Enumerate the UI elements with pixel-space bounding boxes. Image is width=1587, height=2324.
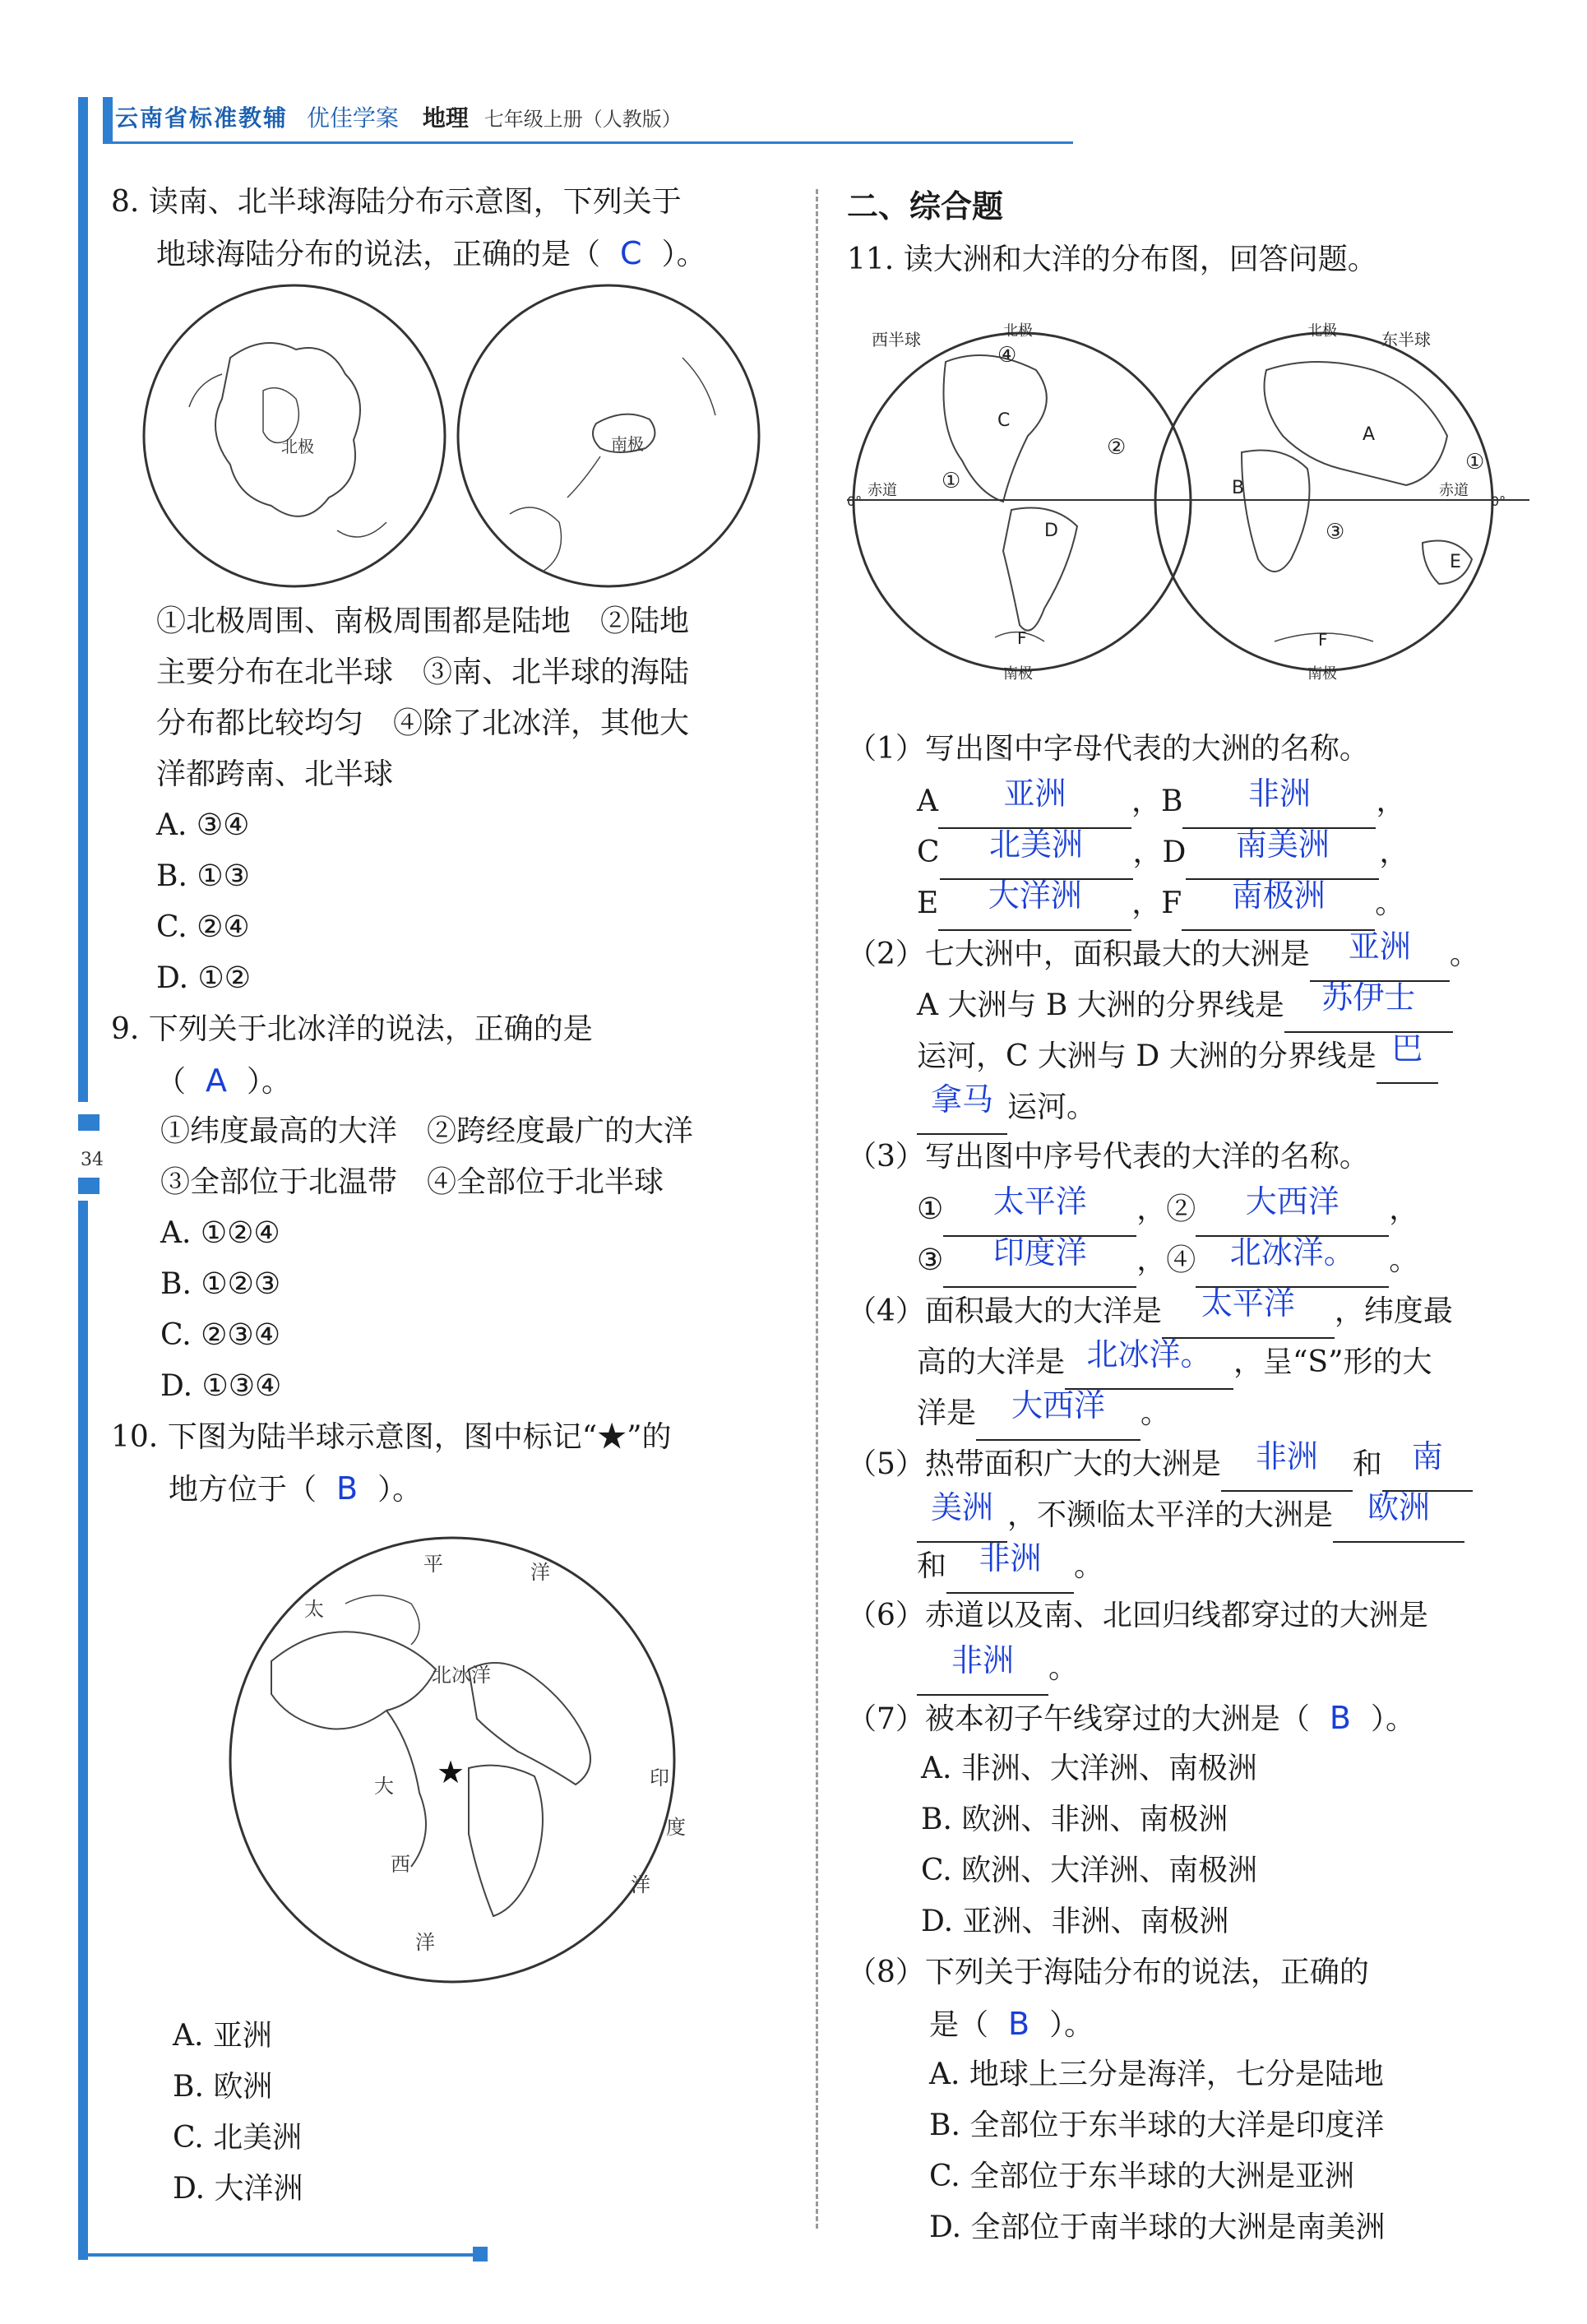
p8-stem-line1: （8）下列关于海陆分布的说法，正确的 [847,1956,1369,1989]
south-pole-map [458,285,759,586]
p2-answer-1: 亚洲 [1348,928,1411,965]
p5-answer-2b: 美洲 [930,1489,993,1525]
p7-option-d: D. 亚洲、非洲、南极洲 [921,1905,1229,1938]
p8-answer: B [1008,2006,1030,2042]
p2-answer-3a: 巴 [1391,1030,1423,1067]
p8-option-b: B. 全部位于东半球的大洋是印度洋 [929,2109,1385,2142]
q10-land-hemisphere-map [222,1521,686,1998]
q9-option-a: A. ①②④ [160,1216,280,1250]
q8-statement-2: 主要分布在北半球 ③南、北半球的海陆 [156,655,690,689]
q10-label-arctic: 北冰洋 [432,1664,491,1687]
q9-answer: A [206,1062,228,1099]
q10-label-yang-bottom: 洋 [415,1931,435,1954]
p7-option-c: C. 欧洲、大洋洲、南极洲 [921,1854,1258,1887]
q9-stem-line2: （ A ）。 [156,1062,292,1099]
p4-answer-3: 大西洋 [1011,1387,1106,1424]
q8-answer: C [620,235,642,271]
p4-line3: 洋是 大西洋 。 [917,1387,1170,1441]
label-c: C [997,410,1011,431]
ocean-2: ② [1107,435,1127,460]
p5-line2: 美洲 ，不濒临太平洋的大洲是 欧洲 [917,1488,1464,1543]
p1-text: （1）写出图中字母代表的大洲的名称。 [847,732,1369,766]
q8-option-b: B. ①③ [156,859,250,893]
equator-east: 赤道 [1439,482,1469,499]
p5-line3: 和 非洲 。 [917,1539,1103,1594]
p3-text: （3）写出图中序号代表的大洋的名称。 [847,1140,1369,1174]
q10-stem-line1: 10. 下图为陆半球示意图，图中标记“★”的 [111,1420,672,1454]
p3-answer-3: 印度洋 [992,1234,1087,1271]
column-divider [816,189,818,2229]
east-hemisphere-label: 东半球 [1381,330,1431,350]
q9-option-d: D. ①③④ [160,1369,282,1403]
zero-east: 0° [1491,493,1506,509]
p5-line1: （5）热带面积广大的大洲是 非洲 和 南 [847,1437,1473,1492]
header-subject: 地理 [422,104,469,132]
north-pole-west: 北极 [1003,322,1033,340]
star-marker-icon: ★ [436,1754,465,1790]
q10-label-da: 大 [374,1775,394,1798]
q8-option-c: C. ②④ [156,910,250,944]
north-pole-map [144,285,445,586]
p3-row-2: ③ 印度洋 ，④ 北冰洋。 。 [917,1234,1418,1288]
q10-label-yin: 印 [650,1766,669,1789]
p2-answer-3b: 拿马 [930,1081,993,1118]
margin-tab-bottom [78,1178,99,1194]
q8-hemisphere-maps [140,284,789,588]
equator-west: 赤道 [868,482,897,499]
ocean-3: ③ [1326,520,1345,544]
q10-option-d: D. 大洋洲 [173,2172,303,2206]
header-bar [103,97,113,141]
q9-option-b: B. ①②③ [160,1267,281,1301]
q8-statement-1: ①北极周围、南极周围都是陆地 ②陆地 [156,604,690,638]
q9-stem-line1: 9. 下列关于北冰洋的说法，正确的是 [111,1012,593,1046]
p3-row-1: ① 太平洋 ，② 大西洋 ， [917,1183,1418,1237]
western-hemisphere [847,322,1191,683]
p4-answer-2: 北冰洋。 [1086,1336,1212,1373]
p4-line1: （4）面积最大的大洋是 太平洋 ，纬度最 [847,1285,1453,1339]
section-title: 二、综合题 [847,188,1004,225]
q10-answer: B [336,1470,359,1507]
q8-stem-line1: 8. 读南、北半球海陆分布示意图，下列关于 [111,185,682,219]
p7-stem: （7）被本初子午线穿过的大洲是（ B ）。 [847,1700,1415,1736]
p1-answer-e: 大洋洲 [988,877,1082,914]
header-sub: 优佳学案 [306,104,399,132]
p1-answer-d: 南美洲 [1235,826,1330,863]
p3-answer-2: 大西洋 [1245,1183,1339,1220]
q8-statement-3: 分布都比较均匀 ④除了北冰洋，其他大 [156,706,690,740]
q8-statement-4: 洋都跨南、北半球 [156,757,394,791]
q10-label-yang-top: 洋 [530,1561,550,1584]
page-number: 34 [81,1150,104,1170]
q10-label-yang-right: 洋 [631,1873,650,1896]
q11-continents-oceans-map [847,312,1529,691]
p6-line2: 非洲 。 [917,1641,1078,1696]
q8-option-d: D. ①② [156,961,252,995]
q10-label-xi: 西 [391,1853,410,1876]
header-brand: 云南省标准教辅 [115,104,289,132]
p6-answer: 非洲 [951,1642,1014,1678]
q10-stem-line2: 地方位于（ B ）。 [169,1470,423,1507]
p7-option-b: B. 欧洲、非洲、南极洲 [921,1803,1228,1836]
q9-statement-1: ①纬度最高的大洋 ②跨经度最广的大洋 [160,1114,694,1148]
p5-answer-3: 欧洲 [1367,1489,1431,1525]
south-pole-east: 南极 [1307,665,1337,683]
p5-answer-4: 非洲 [979,1540,1042,1576]
p7-option-a: A. 非洲、大洋洲、南极洲 [921,1752,1257,1785]
north-pole-east: 北极 [1307,322,1337,340]
p1-answer-a: 亚洲 [1003,775,1066,812]
zero-west: 0° [847,493,863,509]
p8-option-a: A. 地球上三分是海洋，七分是陆地 [929,2058,1384,2091]
p5-answer-2a: 南 [1411,1438,1443,1474]
p1-answer-c: 北美洲 [989,826,1084,863]
label-e: E [1450,552,1461,572]
p2-line4: 拿马 运河。 [917,1081,1096,1135]
margin-tab-top [78,1114,99,1131]
q10-option-c: C. 北美洲 [173,2121,303,2155]
p6-line1: （6）赤道以及南、北回归线都穿过的大洲是 [847,1599,1428,1632]
p4-answer-1: 太平洋 [1201,1285,1295,1322]
bottom-rule [78,2253,481,2257]
p1-answer-f: 南极洲 [1231,877,1326,914]
p3-answer-1: 太平洋 [992,1183,1087,1220]
p7-answer: B [1329,1700,1351,1736]
q10-label-ping: 平 [423,1553,443,1576]
header-grade: 七年级上册（人教版） [484,108,682,131]
south-pole-label: 南极 [611,434,644,454]
p8-option-d: D. 全部位于南半球的大洲是南美洲 [929,2211,1386,2244]
bottom-mark [473,2247,488,2262]
q9-statement-2: ③全部位于北温带 ④全部位于北半球 [160,1165,664,1199]
p2-line1: （2）七大洲中，面积最大的大洲是 亚洲 。 [847,928,1479,982]
label-f-west: F [1017,628,1027,648]
q11-stem: 11. 读大洲和大洋的分布图，回答问题。 [847,243,1377,276]
label-d: D [1044,521,1058,541]
west-hemisphere-label: 西半球 [872,330,921,350]
q10-label-du: 度 [666,1816,686,1839]
eastern-hemisphere [1155,322,1506,683]
p1-row-1: A 亚洲 ，B 非洲 ， [917,775,1405,829]
p8-option-c: C. 全部位于东半球的大洲是亚洲 [929,2160,1355,2193]
q8-option-a: A. ③④ [156,808,250,842]
p1-answer-b: 非洲 [1247,775,1311,812]
ocean-1-east: ① [1465,450,1485,475]
ocean-4-west: ④ [997,343,1017,368]
label-b: B [1232,478,1245,498]
p2-answer-2: 苏伊士 [1321,979,1416,1016]
q10-label-tai: 太 [304,1598,324,1621]
q8-stem-line2: 地球海陆分布的说法，正确的是（ C ）。 [156,235,706,271]
p2-line3: 运河，C 大洲与 D 大洲的分界线是 巴 [917,1030,1438,1084]
p3-answer-4: 北冰洋。 [1229,1234,1355,1271]
south-pole-west: 南极 [1003,665,1033,683]
p2-line2: A 大洲与 B 大洲的分界线是 苏伊士 [917,979,1453,1033]
page-header [115,100,682,133]
label-f-east: F [1318,630,1328,650]
ocean-1-west: ① [942,469,961,493]
q10-option-b: B. 欧洲 [173,2070,273,2104]
p5-answer-1: 非洲 [1255,1438,1318,1474]
p8-stem-line2: 是（ B ）。 [929,2006,1094,2042]
q10-option-a: A. 亚洲 [173,2019,272,2053]
header-rule [103,141,1073,144]
p1-row-2: C 北美洲 ，D 南美洲 ， [917,826,1409,880]
p4-line2: 高的大洋是 北冰洋。 ，呈“S”形的大 [917,1336,1432,1390]
p1-row-3: E 大洋洲 ，F 南极洲 。 [917,877,1404,931]
q9-option-c: C. ②③④ [160,1318,280,1352]
label-a: A [1363,424,1376,445]
north-pole-label: 北极 [281,437,314,456]
